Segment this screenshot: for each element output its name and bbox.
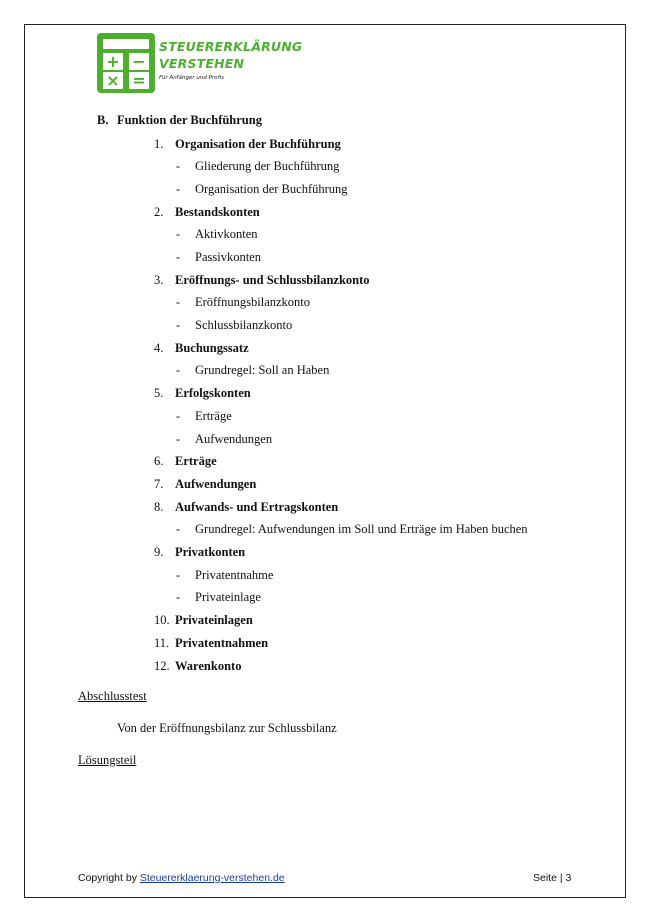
toc-item-title: Buchungssatz <box>175 341 249 355</box>
toc-subitem: Privatentnahme <box>195 568 274 582</box>
abschlusstest-text: Von der Eröffnungsbilanz zur Schlussbilanz <box>117 721 337 735</box>
toc-subitem-dash: - <box>176 318 181 332</box>
toc-item-number: 1. <box>154 137 164 151</box>
document-page <box>24 24 626 898</box>
toc-subitem: Organisation der Buchführung <box>195 182 348 196</box>
toc-item-title: Erfolgskonten <box>175 386 251 400</box>
toc-subitem: Eröffnungsbilanzkonto <box>195 295 311 309</box>
toc-subitem-dash: - <box>176 522 181 536</box>
toc-item-title: Organisation der Buchführung <box>175 137 341 151</box>
toc-subitem: Grundregel: Aufwendungen im Soll und Erträge im Haben buchen <box>195 522 528 536</box>
times-symbol: × <box>103 72 123 89</box>
toc-subitem: Aufwendungen <box>195 432 273 446</box>
toc-item-number: 10. <box>154 613 170 627</box>
section-title: Funktion der Buchführung <box>117 113 262 127</box>
toc-item-title: Erträge <box>175 454 217 468</box>
logo <box>97 33 327 95</box>
plus-symbol: + <box>103 53 123 70</box>
toc-item-title: Privateinlagen <box>175 613 253 627</box>
toc-subitem: Schlussbilanzkonto <box>195 318 293 332</box>
toc-item-title: Privatentnahmen <box>175 636 269 650</box>
toc-item-number: 4. <box>154 341 164 355</box>
toc-item-number: 2. <box>154 205 164 219</box>
toc-subitem-dash: - <box>176 159 181 173</box>
toc-subitem-dash: - <box>176 182 181 196</box>
toc-subitem: Passivkonten <box>195 250 261 264</box>
toc-subitem: Grundregel: Soll an Haben <box>195 363 330 377</box>
toc-subitem-dash: - <box>176 590 181 604</box>
toc-item-title: Warenkonto <box>175 659 242 673</box>
toc-item-title: Aufwands- und Ertragskonten <box>175 500 339 514</box>
toc-subitem-dash: - <box>176 432 181 446</box>
toc-item-title: Bestandskonten <box>175 205 260 219</box>
toc-subitem-dash: - <box>176 409 181 423</box>
toc-item-title: Privatkonten <box>175 545 246 559</box>
logo-title-line2: VERSTEHEN <box>159 56 245 71</box>
abschlusstest-heading: Abschlusstest <box>78 689 147 703</box>
toc-item-number: 3. <box>154 273 164 287</box>
toc-item-number: 9. <box>154 545 164 559</box>
toc-item-number: 12. <box>154 659 170 673</box>
logo-tagline: Für Anfänger und Profis <box>159 75 224 81</box>
toc-item-title: Aufwendungen <box>175 477 257 491</box>
equals-symbol: = <box>129 72 149 89</box>
toc-item-number: 11. <box>154 636 170 650</box>
toc-subitem-dash: - <box>176 295 181 309</box>
calculator-icon <box>97 33 155 93</box>
toc-item-number: 7. <box>154 477 164 491</box>
loesungsteil-heading: Lösungsteil <box>78 753 137 767</box>
toc-subitem-dash: - <box>176 568 181 582</box>
toc-item-title: Eröffnungs- und Schlussbilanzkonto <box>175 273 370 287</box>
toc-item-number: 6. <box>154 454 164 468</box>
toc-subitem-dash: - <box>176 363 181 377</box>
section-label: B. <box>97 113 109 127</box>
toc-subitem-dash: - <box>176 227 181 241</box>
minus-symbol: − <box>129 53 149 70</box>
toc-subitem: Erträge <box>195 409 232 423</box>
calculator-screen <box>103 39 149 49</box>
logo-title-line1: STEUERERKLÄRUNG <box>159 39 303 54</box>
footer-copyright-prefix: Copyright by <box>78 872 137 884</box>
footer-copyright <box>78 872 285 885</box>
toc-subitem: Gliederung der Buchführung <box>195 159 340 173</box>
toc-item-number: 5. <box>154 386 164 400</box>
toc-subitem-dash: - <box>176 250 181 264</box>
toc-subitem: Privateinlage <box>195 590 261 604</box>
footer-website-link[interactable]: Steuererklaerung-verstehen.de <box>139 872 285 884</box>
toc-subitem: Aktivkonten <box>195 227 258 241</box>
footer-page-number: Seite | 3 <box>533 872 572 884</box>
toc-item-number: 8. <box>154 500 164 514</box>
